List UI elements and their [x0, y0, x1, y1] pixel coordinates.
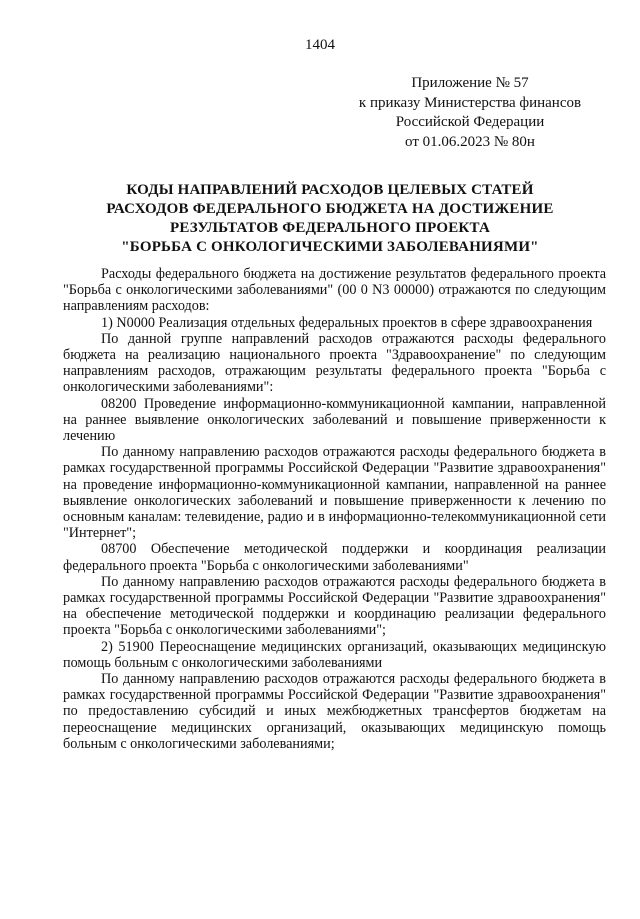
- title-line: КОДЫ НАПРАВЛЕНИЙ РАСХОДОВ ЦЕЛЕВЫХ СТАТЕЙ: [126, 182, 534, 198]
- paragraph-code-08200: 08200 Проведение информационно-коммуникационной кампании, направленной на раннее выявление онкологических заболеваний и повышение приверженности к лечению: [63, 395, 606, 445]
- title-line: "БОРЬБА С ОНКОЛОГИЧЕСКИМИ ЗАБОЛЕВАНИЯМИ": [121, 239, 539, 255]
- paragraph-section-1-description: По данной группе направлений расходов отражаются расходы федерального бюджета на реализацию национального проекта "Здравоохранение" по следующим направлениям расходов, отражающим результаты федерального проекта "Борьба с онкологическими заболеваниями":: [63, 330, 606, 396]
- appendix-header: [330, 74, 610, 152]
- document-body: [63, 266, 606, 752]
- paragraph-code-08700-description: По данному направлению расходов отражаются расходы федерального бюджета в рамках государственной программы Российской Федерации "Развитие здравоохранения" на обеспечение методической поддержки и координацию реализации федерального проекта "Борьба с онкологическими заболеваниями";: [63, 573, 606, 639]
- paragraph-code-08200-description: По данному направлению расходов отражаются расходы федерального бюджета в рамках государственной программы Российской Федерации "Развитие здравоохранения" на проведение информационно-коммуникационной кампании, направленной на раннее выявление онкологических заболеваний и повышение приверженности к лечению по основным каналам: телевидение, радио и в информационно-телекоммуникационной сети "Интернет";: [63, 444, 606, 542]
- appendix-line: Российской Федерации: [395, 114, 545, 130]
- title-line: РАСХОДОВ ФЕДЕРАЛЬНОГО БЮДЖЕТА НА ДОСТИЖЕНИЕ: [106, 201, 554, 217]
- title-line: РЕЗУЛЬТАТОВ ФЕДЕРАЛЬНОГО ПРОЕКТА: [170, 220, 490, 236]
- paragraph-code-08700: 08700 Обеспечение методической поддержки и координация реализации федерального проекта "Борьба с онкологическими заболеваниями": [63, 541, 606, 574]
- appendix-line: от 01.06.2023 № 80н: [405, 133, 535, 150]
- paragraph-intro: Расходы федерального бюджета на достижение результатов федерального проекта "Борьба с онкологическими заболеваниями" (00 0 N3 00000) отражаются по следующим направлениям расходов:: [63, 266, 606, 315]
- paragraph-section-2-description: По данному направлению расходов отражаются расходы федерального бюджета в рамках государственной программы Российской Федерации "Развитие здравоохранения" по предоставлению субсидий и иных межбюджетных трансфертов бюджетам на переоснащение медицинских организаций, оказывающих медицинскую помощь больным с онкологическими заболеваниями;: [63, 671, 606, 752]
- page-number: 1404: [305, 37, 335, 53]
- paragraph-section-1: 1) N0000 Реализация отдельных федеральных проектов в сфере здравоохранения: [101, 314, 593, 331]
- paragraph-section-2: 2) 51900 Переоснащение медицинских организаций, оказывающих медицинскую помощь больным с онкологическими заболеваниями: [63, 638, 606, 671]
- appendix-line: Приложение № 57: [411, 75, 529, 91]
- appendix-line: к приказу Министерства финансов: [358, 94, 582, 111]
- document-title: [80, 181, 580, 257]
